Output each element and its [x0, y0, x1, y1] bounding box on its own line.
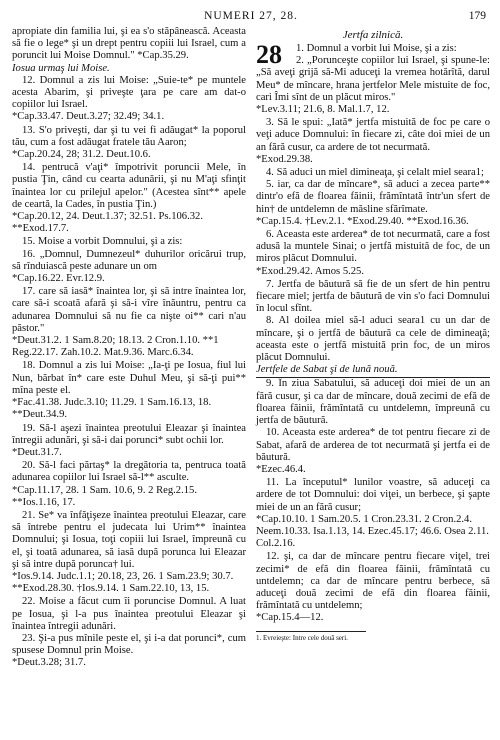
verse: 20. Să-l faci părtaş* la dregătoria ta, pentruca toată adunarea copiilor lui Israel să-l** asculte. [12, 460, 246, 484]
page-header [12, 8, 490, 26]
verse: 21. Se* va înfăţişeze înaintea preotului Eleazar, care să întrebe pentru el judecata lui Urim** înaintea Domnului; şi Iosua, toţi copiii lui Israel, împreună cu el, şi toată adunarea, să iasă după porunca lui Eleazar şi să intre după porunca† lui. [12, 509, 246, 570]
cross-reference: *Deut.31.7. [12, 446, 62, 458]
cross-reference: *Lev.3.11; 21.6, 8. Mal.1.7, 12. [256, 104, 390, 116]
verse: 10. Aceasta este arderea* de tot pentru fiecare zi de Sabat, afară de arderea de tot necurmată şi jertfa ei de băutură. [256, 427, 490, 463]
cross-reference: *Cap.16.22. Evr.12.9. [12, 273, 105, 285]
cross-reference: *Exod.29.38. [256, 153, 313, 165]
cross-reference: *Cap.11.17, 28. 1 Sam. 10.6, 9. 2 Reg.2.15. **Ios.1.16, 17. [12, 484, 197, 508]
verse: 14. pentrucă v'aţi* împotrivit poruncii Mele, în pustia Ţin, când cu cearta adunării, şi nu M'aţi sfinţit înaintea lor cu prilejul apelor." (Acestea sînt** apele de ceartă, la Cades, în pustia Ţin.) [12, 162, 246, 210]
verse: 16. „Domnul, Dumnezeul* duhurilor oricărui trup, să rînduiască peste adunare un om [12, 248, 246, 272]
footnote: 1. Evreieşte: Intre cele două seri. [256, 633, 348, 642]
cross-reference: *Ios.9.14. Judc.1.1; 20.18, 23, 26. 1 Sam.23.9; 30.7. **Exod.28.30. †Ios.9.14. 1 Sam.22.10, 13, 15. [12, 570, 234, 595]
cross-reference: *Deut.3.28; 31.7. [12, 657, 86, 669]
cross-reference: *Fac.41.38. Judc.3.10; 11.29. 1 Sam.16.13, 18. **Deut.34.9. [12, 397, 212, 421]
cross-reference: *Ezec.46.4. [256, 463, 306, 475]
page-number: 179 [468, 10, 486, 22]
footnote-rule [256, 631, 366, 632]
verse: 13. S'o priveşti, dar şi tu vei fi adăugat* la poporul tău, cum a fost adăugat fratele tău Aaron; [12, 124, 246, 148]
left-column [12, 26, 246, 671]
verse: 17. care să iasă* înaintea lor, şi să intre înaintea lor, care să-i scoată afară şi să-i vîre înăuntru, pentru ca adunarea Domnului să nu fie ca nişte oi** cari n'au păstor." [12, 286, 246, 334]
section-heading: Jertfele de Sabat şi de lună nouă. [256, 364, 490, 378]
verse: 9. În ziua Sabatului, să aduceţi doi miei de un an fără cusur, şi ca dar de mîncare, două zecimi de efă de floarea făinii, frămîntată cu untdelemn, împreună cu jertfa de băutură. [256, 378, 490, 427]
verse: 15. Moise a vorbit Domnului, şi a zis: [22, 236, 183, 248]
verse: 11. La începutul* lunilor voastre, să aduceţi ca ardere de tot Domnului: doi viţei, un berbece, şi şapte miei de un an fără cusur; [256, 477, 490, 513]
verse: 6. Aceasta este arderea* de tot necurmată, care a fost adusă la muntele Sinai; o jertfă mistuită de foc, de un miros plăcut Domnului. [256, 229, 490, 265]
chapter-number: 28 [256, 40, 282, 69]
verse: 12. şi, ca dar de mîncare pentru fiecare viţel, trei zecimi* de efă din floarea făinii, frămîntată cu untdelemn; ca dar de mîncare pentru berbece, să aduceţi două zecimi de efă din floarea făinii, frămîntată cu untdelemn; [256, 551, 490, 612]
verse: 7. Jertfa de băutură să fie de un sfert de hin pentru fiecare miel; jertfa de băutură de vin s'o faci Domnului în locul sfînt. [256, 278, 490, 315]
two-column-text [12, 26, 490, 671]
right-column-body [256, 40, 490, 625]
verse: 2. „Porunceşte copiilor lui Israel, şi spune-le: „Să aveţi grijă să-Mi aduceţi la vremea hotărîtă, darul Meu* de mîncare, hrana jertfelor Mele mistuite de foc, cari Îmi sînt de un plăcut miros." [256, 55, 490, 103]
cross-reference: *Cap.20.24, 28; 31.2. Deut.10.6. [12, 149, 151, 161]
verse: 3. Să le spui: „Iată* jertfa mistuită de foc pe care o veţi aduce Domnului: în fiecare zi, câte doi miei de un an fără cusur, ca ardere de tot necurmată. [256, 117, 490, 153]
verse: 12. Domnul a zis lui Moise: „Suie-te* pe muntele acesta Abarim, şi priveşte ţara pe care am dat-o copiilor lui Israel. [12, 74, 246, 111]
verse: 1. Domnul a vorbit lui Moise, şi a zis: [296, 43, 457, 54]
verse: 18. Domnul a zis lui Moise: „Ia-ţi pe Iosua, fiul lui Nun, bărbat în* care este Duhul Meu, şi să-ţi pui** mîna peste el. [12, 360, 246, 396]
right-column [256, 26, 490, 671]
cross-reference: *Deut.31.2. 1 Sam.8.20; 18.13. 2 Cron.1.10. **1 Reg.22.17. Zah.10.2. Mat.9.36. Marc.6.34. [12, 335, 219, 359]
verse-continuation: apropiate din familia lui, şi ea s'o stăpânească. Aceasta să fie o lege* şi un drept pentru copiii lui Israel, cum a poruncit lui Moise Domnul." *Cap.35.29. [12, 26, 246, 62]
cross-reference: *Cap.10.10. 1 Sam.20.5. 1 Cron.23.31. 2 Cron.2.4. Neem.10.33. Isa.1.13, 14. Ezec.45.17; 46.6. Osea 2.11. Col.2.16. [256, 513, 489, 550]
cross-reference: *Cap.15.4—12. [256, 612, 324, 624]
section-heading: Iosua urmaş lui Moise. [12, 62, 110, 74]
verse: 23. Şi-a pus mînile peste el, şi i-a dat porunci*, cum spusese Domnul prin Moise. [12, 632, 246, 657]
cross-reference: *Exod.29.42. Amos 5.25. [256, 265, 365, 277]
verse: 22. Moise a făcut cum îi poruncise Domnul. A luat pe Iosua, şi l-a pus înaintea preotului Eleazar şi înaintea întregii adunări. [12, 596, 246, 632]
cross-reference: *Cap.33.47. Deut.3.27; 32.49; 34.1. [12, 111, 165, 123]
verse: 5. iar, ca dar de mîncare*, să aduci a zecea parte** dintr'o efă de floarea făinii, frămîntată într'un sfert de hin† de untdelemn de măsline sfărîmate. [256, 179, 490, 215]
verse: 19. Să-l aşezi înaintea preotului Eleazar şi înaintea întregii adunări, şi să-i dai porunci* subt ochii lor. [12, 422, 246, 446]
verse: 8. Al doilea miel să-l aduci seara1 cu un dar de mîncare, şi o jertfă de băutură ca cele de dimineaţă; aceasta este o jertfă mistuită prin foc, de un miros plăcut Domnului. [256, 315, 490, 364]
running-title: NUMERI 27, 28. [204, 10, 298, 22]
verse: 4. Să aduci un miel dimineaţa, şi celalt miel seara1; [266, 167, 484, 179]
section-heading-daily-offering: Jertfa zilnică. [342, 29, 404, 41]
cross-reference: *Cap.20.12, 24. Deut.1.37; 32.51. Ps.106.32. **Exod.17.7. [12, 211, 203, 235]
cross-reference: *Cap.15.4. †Lev.2.1. *Exod.29.40. **Exod.16.36. [256, 215, 469, 227]
